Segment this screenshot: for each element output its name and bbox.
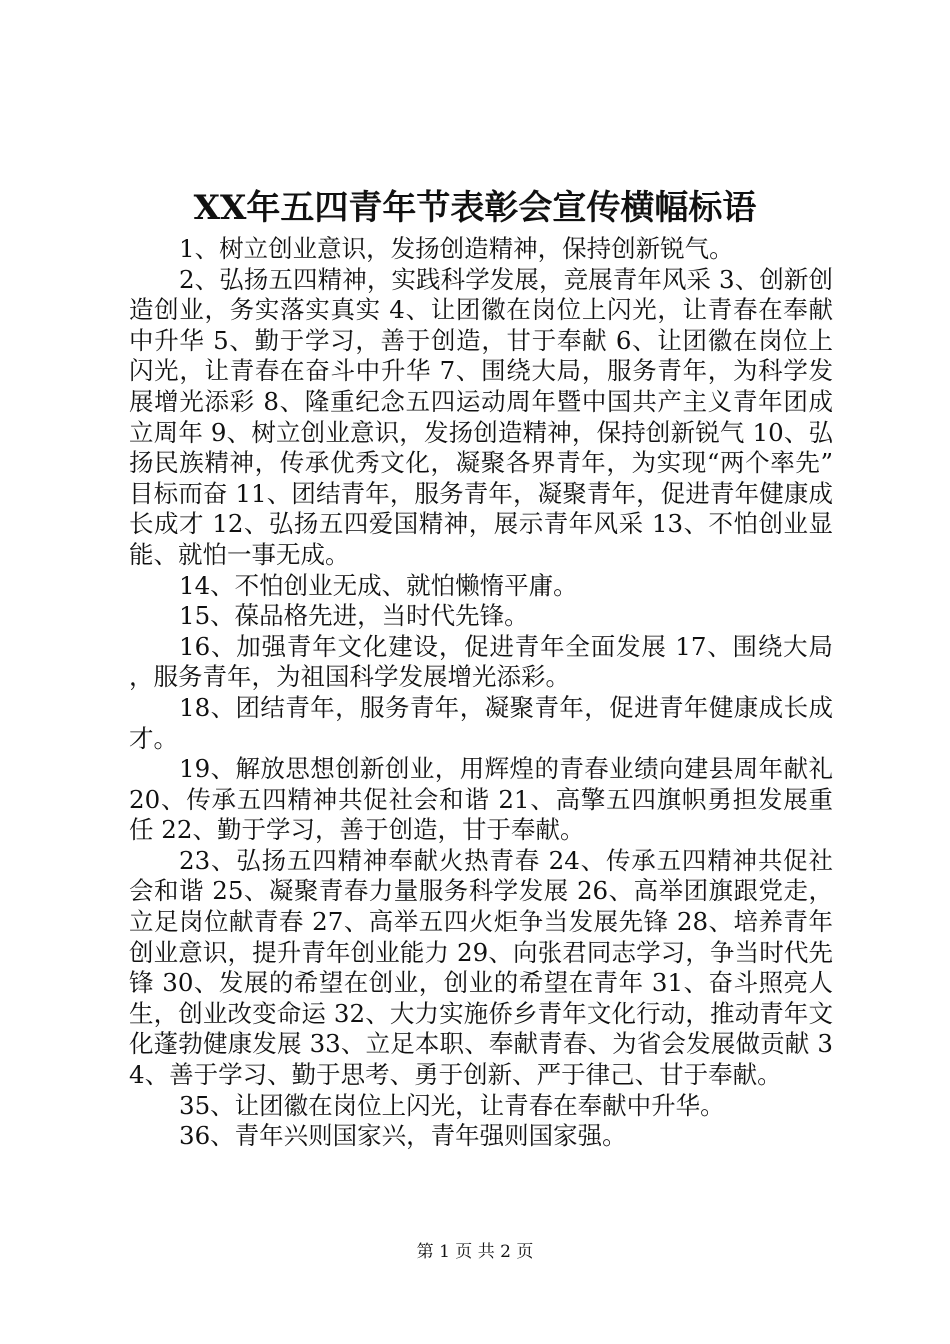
paragraph-9: 35、让团徽在岗位上闪光，让青春在奉献中升华。	[179, 1090, 725, 1120]
paragraph-2: 2、弘扬五四精神，实践科学发展，竞展青年风采 3、创新创造创业，务实落实真实 4、让团徽在岗位上闪光，让青春在奉献中升华 5、勤于学习，善于创造，甘于奉献 6、让团徽在岗位上闪光，让青春在奋斗中升华 7、围绕大局，服务青年，为科学发展增光添彩 8、隆重纪念五四运动周年暨中国共产主义青年团成立周年 9、树立创业意识，发扬创造精神，保持创新锐气 10、弘扬民族精神，传承优秀文化，凝聚各界青年，为实现“两个率先”目标而奋 11、团结青年，服务青年，凝聚青年，促进青年健康成长成才 12、弘扬五四爱国精神，展示青年风采 13、不怕创业显能、就怕一事无成。	[129, 264, 833, 569]
paragraph-10: 36、青年兴则国家兴，青年强则国家强。	[179, 1121, 627, 1151]
paragraph-4: 15、葆品格先进，当时代先锋。	[179, 601, 529, 631]
document-title: XX年五四青年节表彰会宣传横幅标语	[193, 188, 757, 228]
document-body	[129, 234, 833, 1152]
paragraph-3: 14、不怕创业无成、就怕懒惰平庸。	[179, 570, 578, 600]
page-footer: 第 1 页 共 2 页	[416, 1242, 534, 1262]
paragraph-5: 16、加强青年文化建设，促进青年全面发展 17、围绕大局，服务青年，为祖国科学发展增光添彩。	[129, 631, 833, 692]
paragraph-1: 1、树立创业意识，发扬创造精神，保持创新锐气。	[179, 234, 734, 263]
paragraph-8: 23、弘扬五四精神奉献火热青春 24、传承五四精神共促社会和谐 25、凝聚青春力量服务科学发展 26、高举团旗跟党走，立足岗位献青春 27、高举五四火炬争当发展先锋 28、培养青年创业意识，提升青年创业能力 29、向张君同志学习，争当时代先锋 30、发展的希望在创业，创业的希望在青年 31、奋斗照亮人生，创业改变命运 32、大力实施侨乡青年文化行动，推动青年文化蓬勃健康发展 33、立足本职、奉献青春、为省会发展做贡献 34、善于学习、勤于思考、勇于创新、严于律己、甘于奉献。	[129, 845, 833, 1090]
paragraph-6: 18、团结青年，服务青年，凝聚青年，促进青年健康成长成才。	[129, 692, 833, 753]
paragraph-7: 19、解放思想创新创业，用辉煌的青春业绩向建县周年献礼 20、传承五四精神共促社会和谐 21、高擎五四旗帜勇担发展重任 22、勤于学习，善于创造，甘于奉献。	[129, 754, 833, 845]
